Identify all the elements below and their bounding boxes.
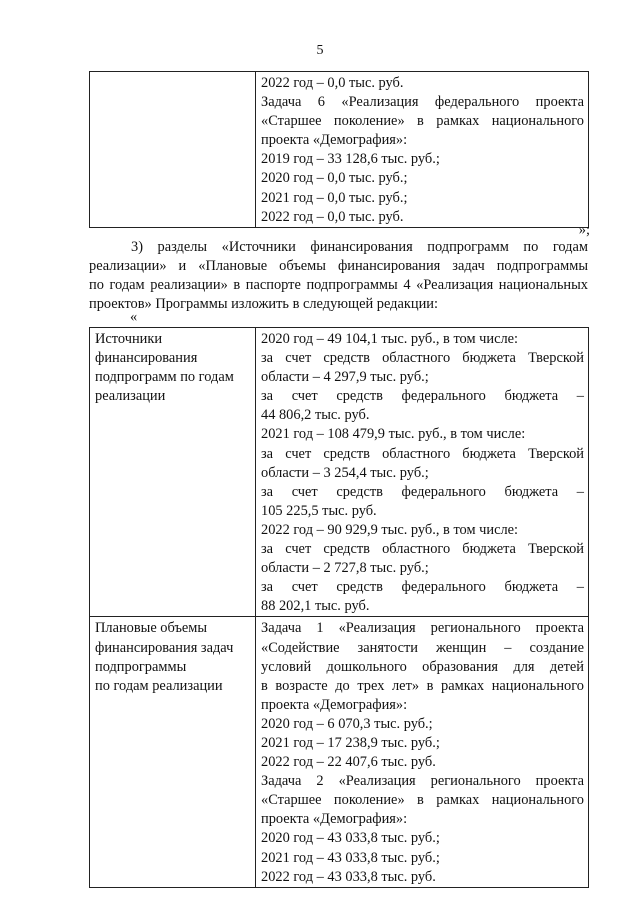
closing-quote: »; xyxy=(578,222,590,238)
text-line: в возрасте до трех лет» в рамках национального xyxy=(261,677,584,694)
passport-table xyxy=(89,327,589,888)
label-line: по годам реализации xyxy=(95,677,223,694)
label-line: реализации xyxy=(95,388,166,405)
text-line: проектов» Программы изложить в следующей редакции: xyxy=(89,296,438,313)
text-line: 2020 год – 0,0 тыс. руб.; xyxy=(261,170,408,187)
amendment-paragraph xyxy=(89,238,588,314)
text-line: 3) разделы «Источники финансирования подпрограмм по годам xyxy=(131,239,588,255)
label-line: подпрограмм по годам xyxy=(95,369,234,386)
line-list xyxy=(261,74,584,227)
paragraph-lines xyxy=(89,238,588,314)
text-line: 2020 год – 43 033,8 тыс. руб.; xyxy=(261,830,440,847)
table-row xyxy=(90,72,589,228)
text-line: 2020 год – 6 070,3 тыс. руб.; xyxy=(261,715,433,732)
text-line: «Старшее поколение» в рамках национального xyxy=(261,113,584,130)
text-line: Задача 2 «Реализация регионального проекта xyxy=(261,773,584,790)
text-line: проекта «Демография»: xyxy=(261,696,408,713)
table-row-sources xyxy=(90,328,589,617)
left-cell-empty xyxy=(90,72,256,228)
text-line: 44 806,2 тыс. руб. xyxy=(261,407,370,424)
label-lines xyxy=(95,330,251,406)
text-line: Задача 1 «Реализация регионального проекта xyxy=(261,620,584,637)
value-cell xyxy=(256,617,589,887)
label-line: подпрограммы xyxy=(95,658,187,675)
text-line: за счет средств федерального бюджета – xyxy=(261,483,584,500)
label-cell xyxy=(90,328,256,617)
table-row-planned xyxy=(90,617,589,887)
financing-cell xyxy=(256,72,589,228)
page-number: 5 xyxy=(316,43,324,58)
text-line: условий дошкольного образования для детей xyxy=(261,658,584,675)
text-line: области – 3 254,4 тыс. руб.; xyxy=(261,464,429,481)
text-line: «Содействие занятости женщин – создание xyxy=(261,639,584,656)
text-line: 2022 год – 43 033,8 тыс. руб. xyxy=(261,868,436,885)
text-line: за счет средств областного бюджета Тверской xyxy=(261,541,584,558)
text-line: по годам реализации» в паспорте подпрограммы 4 «Реализация национальных xyxy=(89,277,588,294)
text-line: области – 2 727,8 тыс. руб.; xyxy=(261,560,429,577)
text-line: 2022 год – 90 929,9 тыс. руб., в том числе: xyxy=(261,521,519,538)
text-line: 2020 год – 49 104,1 тыс. руб., в том числе: xyxy=(261,331,519,347)
line-list xyxy=(261,330,584,616)
label-line: финансирования xyxy=(95,350,198,367)
text-line: за счет средств федерального бюджета – xyxy=(261,388,584,405)
text-line: 2021 год – 108 479,9 тыс. руб., в том числе: xyxy=(261,426,526,443)
text-line: 2022 год – 22 407,6 тыс. руб. xyxy=(261,754,436,771)
continuation-table xyxy=(89,71,589,228)
text-line: 2022 год – 0,0 тыс. руб. xyxy=(261,75,404,91)
text-line: 2019 год – 33 128,6 тыс. руб.; xyxy=(261,151,440,168)
text-line: за счет средств областного бюджета Тверской xyxy=(261,445,584,462)
text-line: 2021 год – 43 033,8 тыс. руб.; xyxy=(261,849,440,866)
text-line: Задача 6 «Реализация федерального проекта xyxy=(261,94,584,111)
text-line: «Старшее поколение» в рамках национального xyxy=(261,792,584,809)
text-line: 2022 год – 0,0 тыс. руб. xyxy=(261,208,404,225)
label-line: финансирования задач xyxy=(95,639,234,656)
line-list xyxy=(261,619,584,886)
text-line: 2021 год – 0,0 тыс. руб.; xyxy=(261,189,408,206)
text-line: проекта «Демография»: xyxy=(261,132,408,149)
text-line: 88 202,1 тыс. руб. xyxy=(261,598,370,615)
value-cell xyxy=(256,328,589,617)
text-line: 105 225,5 тыс. руб. xyxy=(261,502,377,519)
text-line: реализации» и «Плановые объемы финансирования задач подпрограммы xyxy=(89,258,588,275)
text-line: проекта «Демография»: xyxy=(261,811,408,828)
opening-quote: « xyxy=(130,309,138,325)
text-line: за счет средств областного бюджета Тверской xyxy=(261,350,584,367)
label-line: Плановые объемы xyxy=(95,620,208,637)
label-line: Источники xyxy=(95,331,163,347)
text-line: области – 4 297,9 тыс. руб.; xyxy=(261,369,429,386)
label-cell xyxy=(90,617,256,887)
text-line: 2021 год – 17 238,9 тыс. руб.; xyxy=(261,734,440,751)
text-line: за счет средств федерального бюджета – xyxy=(261,579,584,596)
label-lines xyxy=(95,619,251,695)
